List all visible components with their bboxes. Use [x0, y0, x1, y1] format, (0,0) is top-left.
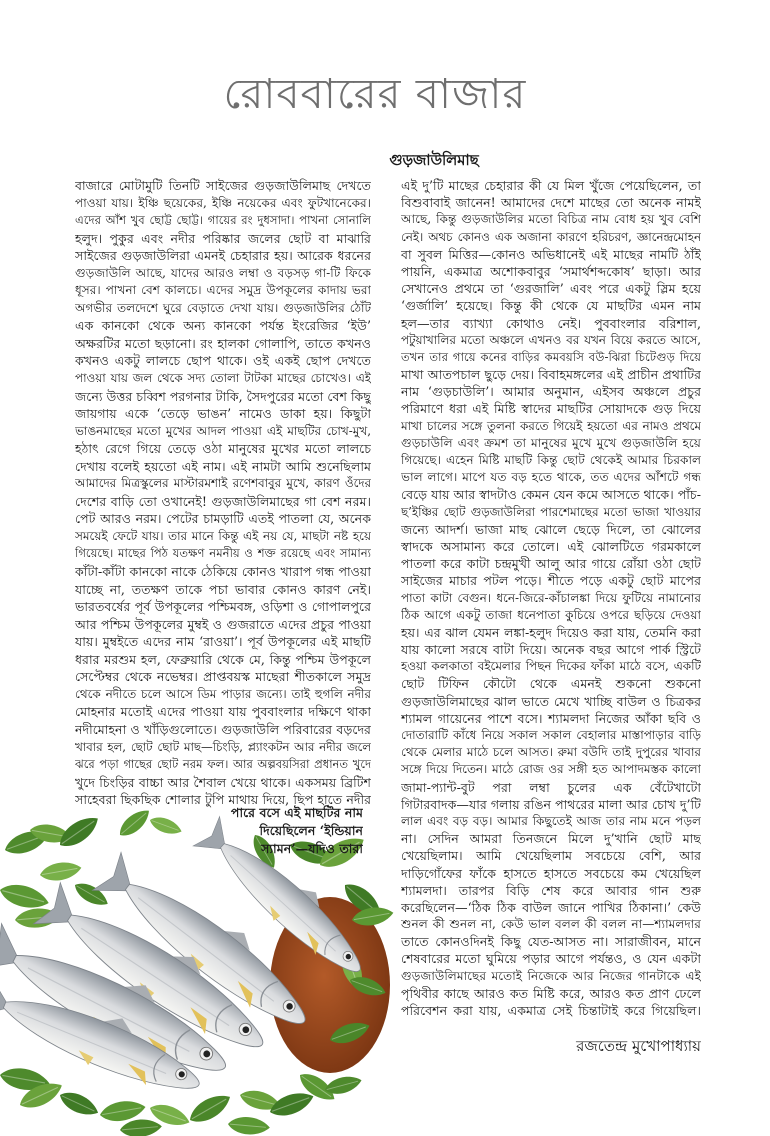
left-column-line: মোহনার মতোই এদের পাওয়া যায় পুববাংলার দক্ষিণে থাকা — [75, 704, 371, 720]
article-left-column-end — [75, 804, 363, 858]
left-column-line: এক কানকো থেকে অন্য কানকো পর্যন্ত ইংরেজির ‘ইউ’ — [75, 318, 371, 334]
left-column-end-line: পারে বসে এই মাছটির নাম — [230, 805, 363, 820]
left-column-line: যায়। মুম্বইতে এদের নাম ‘রাওয়া’। পূর্ব উপকূলের এই মাছটি — [75, 634, 371, 650]
right-column-line: ছ’ইঞ্চির ছোট গুড়জাউলিরা পারশেমাছের মতো ভাজা খাওয়ার — [401, 504, 701, 519]
right-column-line: পাতা কাটা বেগুন। ধনে-জিরে-কাঁচালঙ্কা দিয়ে ফুটিয়ে নামানোর — [401, 590, 701, 605]
left-column-line: নদীমোহনা ও খাঁড়িগুলোতে। গুড়জাউলি পরিবারের বড়দের — [75, 721, 371, 737]
right-column-line: পায়নি, একমাত্র অশোকবাবুর ‘সমার্থশব্দকোষ’ ছাড়া। আর — [401, 263, 701, 279]
right-column-line: নেই। অথচ কোনও এক অজানা কারণে হরিচরণ, জ্ঞানেন্দ্রমোহন — [401, 229, 701, 244]
left-column-end-line: স্যামন’—যদিও তারা — [261, 841, 363, 856]
left-column-line: থেকে নদীতে চলে আসে ডিম পাড়ার জন্যে। তাই হুগলি নদীর — [75, 686, 371, 701]
right-column-line: দোতারাটি কাঁধে নিয়ে সকাল সকাল বেহালার মাস্তাপাড়ার বাড়ি — [401, 728, 701, 742]
left-column-line: ঝরে পড়া গাছের ছোট নরম ফল। আর অল্পবয়সিরা প্রধানত খুদে — [75, 757, 371, 772]
left-column-line: হঠাৎ রেগে গিয়ে তেড়ে ওঠা মানুষের মুখের মতো লালচে — [75, 441, 371, 457]
right-column-line: সঙ্গে দিয়ে দিতেন। মাঠে রোজ ওর সঙ্গী হত আপাদমস্তক কালো — [401, 762, 701, 777]
right-column-line: হয়। এর ঝাল যেমন লঙ্কা-হলুদ দিয়েও করা যায়, তেমনি করা — [401, 624, 701, 640]
left-column-line: ভাঙনমাছের মতো মুখের আদল পাওয়া এই মাছটির চোখ-মুখ, — [75, 423, 371, 438]
left-column-line: কখনও একটু লালচে ছোপ থাকে। ওই একই ছোপ দেখতে — [75, 353, 371, 369]
right-column-line: সাইজের মাচার পটল পড়ে। শীতে পড়ে একটু ছোট মাপের — [401, 573, 701, 589]
right-column-line: গুড়জাউলিমাছের ঝাল ভাতে মেখে খাচ্ছি বাউল ও চিত্রকর — [401, 693, 701, 709]
left-column-line: হলুদ। পুকুর এবং নদীর পরিষ্কার জলের ছোট বা মাঝারি — [75, 230, 371, 246]
right-column-line: শেষবারের মতো ঘুমিয়ে পড়ার আগে পর্যন্তও, ও যেন একটা — [401, 951, 701, 967]
left-column-line: খাবার হল, ছোট ছোট মাছ—চিংড়ি, প্ল্যাংকটন আর নদীর জলে — [75, 739, 371, 754]
left-column-line: খুদে চিংড়ির বাচ্চা আর শৈবাল খেয়ে থাকে। একসময় ব্রিটিশ — [75, 774, 371, 790]
left-column-line: আর পশ্চিম উপকূলের মুম্বই ও গুজরাতে এদের প্রচুর পাওয়া — [75, 616, 371, 632]
left-column-line: ধরার মরশুম হল, ফেব্রুয়ারি থেকে মে, কিন্তু পশ্চিম উপকূলে — [75, 651, 371, 667]
article-headline: গুড়জাউলিমাছ — [389, 152, 479, 169]
right-column-line: মাখা চালের সঙ্গে তুলনা করতে গিয়েই হয়তো এর নামও প্রথমে — [401, 418, 701, 433]
right-column-line: পরিমাণে ধরা এই মিষ্টি স্বাদের মাছটির সোয়াদকে গুড় দিয়ে — [401, 401, 701, 417]
left-column-line: ভারতবর্ষের পূর্ব উপকূলের পশ্চিমবঙ্গ, ওড়িশা ও গোপালপুরে — [75, 599, 371, 615]
right-column-line: গুড়চাউলি এবং ক্রমশ তা মানুষের মুখে মুখে গুড়জাউলি হয়ে — [401, 435, 701, 450]
right-column-line: ‘গুর্জালি’ হয়েছে। কিন্তু কী থেকে যে মাছটির এমন নাম — [401, 298, 701, 314]
right-column-line: থেকে মেলার মাঠে চলে আসত। রুমা বউদি তাই দুপুরের খাবার — [401, 745, 701, 760]
left-column-line: দেশের বাড়ি তো ওখানেই! গুড়জাউলিমাছের গা বেশ নরম। — [75, 493, 371, 509]
leaf — [119, 1118, 162, 1136]
right-column-line: জন্যে আদর্শ। ভাজা মাছ ঝোলে ছেড়ে দিলে, তা ঝোলের — [401, 521, 701, 537]
left-column-line: পাওয়া যায় জল থেকে সদ্য তোলা টাটকা মাছের চোখেও। এই — [75, 371, 371, 386]
left-column-line: এদের আঁশ খুব ছোট্ট ছোট্ট। গায়ের রং দুধসাদা। পাখনা সোনালি — [75, 213, 371, 228]
right-column-line: শ্যামল গায়েনের পাশে বসে। শ্যামলদা নিজের আঁকা ছবি ও — [401, 710, 701, 726]
left-column-line: জন্যে উত্তর চব্বিশ পরগনার টাকি, সৈদপুরের মতো বেশ কিছু — [75, 388, 371, 404]
right-column-line: গিয়েছে। এহেন মিষ্টি মাছটি কিন্তু ছোট থেকেই আমার চিরকাল — [401, 453, 701, 467]
left-column-line: ধূসর। পাখনা বেশ কালচে। এদের সমুদ্র উপকূলের কাদায় ভরা — [75, 283, 371, 298]
right-column-line: স্বাদকে অসামান্য করে তোলে। এই ঝোলটিতে গরমকালে — [401, 538, 701, 554]
leaf — [0, 880, 51, 913]
right-column-line: এই দু’টি মাছের চেহারার কী যে মিল খুঁজে পেয়েছিলেন, তা — [401, 178, 701, 193]
left-column-line: আমাদের মিত্রস্কুলের মাস্টারমশাই রণেশবাবুর মুখে, কারণ ওঁদের — [75, 476, 371, 491]
left-column-line: দেখায় বলেই হয়তো এই নাম। এই নামটা আমি শুনেছিলাম — [75, 458, 371, 474]
right-column-line: পাতলা করে কাটা চন্দ্রমুখী আলু আর গায়ে রোঁয়া ওঠা ছোট — [401, 556, 701, 572]
left-column-line: জায়গায় একে ‘তেড়ে ভাঙন’ নামেও ডাকা হয়। কিছুটা — [75, 406, 371, 422]
left-column-line: অগভীর তলদেশে ঘুরে বেড়াতে দেখা যায়। গুড়জাউলির ঠোঁট — [75, 300, 371, 315]
right-column-line: হওয়া কলকাতা বইমেলার পিছন দিকের ফাঁকা মাঠে বসে, একটি — [401, 659, 701, 674]
right-column-line: মাখা আতপচাল ছুড়ে দেয়। বিবাহমঙ্গলের এই প্রাচীন প্রথাটির — [401, 367, 701, 383]
leaf — [227, 1115, 270, 1136]
leaf — [39, 859, 83, 883]
column-title: রোববারের বাজার — [223, 69, 527, 118]
author-byline: রজতেন্দ্র মুখোপাধ্যায় — [576, 1037, 701, 1055]
right-column-line: পরিবেশন করা যায়, একমাত্র সেই চিন্তাটাই করে গিয়েছিল। — [401, 1003, 701, 1018]
right-column-line: নাম ‘গুড়চাউলি’। আমার অনুমান, এইসব অঞ্চলে প্রচুর — [401, 384, 701, 400]
left-column-line: যাচ্ছে না, ততক্ষণ তাকে পচা ভাবার কোনও কারণ নেই। — [75, 581, 371, 597]
right-column-line: শুনল কী শুনল না, কেউ ভাল বলল কী বলল না—শ্যামলদার — [401, 917, 701, 932]
article-left-column — [75, 177, 371, 809]
right-column-line: গিটারবাদক—যার গলায় রঙিন পাথরের মালা আর চোখ দু’টি — [401, 796, 701, 812]
left-column-line: পাওয়া যায়। ইঞ্চি ছয়েকের, ইঞ্চি নয়েকের এবং ফুটখানেকের। — [75, 195, 371, 210]
left-column-line: গুড়জাউলি আছে, যাদের আরও লম্বা ও বড়সড় গা-টি ফিকে — [75, 265, 371, 280]
article-right-column — [401, 177, 701, 1019]
right-column-line: ছোট টিফিন কৌটো থেকে এমনই শুকনো শুকনো — [401, 676, 701, 692]
left-column-line: সময়েই ফেটে যায়। তার মানে কিন্তু এই নয় যে, মাছটা নষ্ট হয়ে — [75, 528, 371, 543]
left-column-line: কাঁটা-কাঁটা কানকো নাকে ঠেকিয়ে কোনও খারাপ গন্ধ পাওয়া — [75, 564, 371, 580]
right-column-line: দাড়িগোঁফের ফাঁকে হাসতে হাসতে সবচেয়ে কম খেয়েছিল — [401, 865, 701, 881]
right-column-line: করেছিলেন—‘ঠিক ঠিক বাউল জানে পাখির ঠিকানা।’ কেউ — [401, 899, 701, 915]
right-column-line: ভাল লাগে। মাপে যত বড় হতে থাকে, তত এদের আঁশটে গন্ধ — [401, 470, 701, 485]
left-column-line: সাইজের গুড়জাউলিরা এমনই চেহারার হয়। আরেক ধরনের — [75, 248, 371, 264]
leaf — [56, 1087, 101, 1120]
right-column-line: শ্যামলদা। তারপর বিড়ি শেষ করে আবার গান শুরু — [401, 882, 701, 898]
left-column-end-line: দিয়েছিলেন ‘ইন্ডিয়ান — [259, 823, 363, 838]
right-column-line: ঠিক আগে একটু তাজা ধনেপাতা কুচিয়ে ওপরে ছড়িয়ে দেওয়া — [401, 607, 701, 622]
right-column-line: খেয়েছিলাম। আমি খেয়েছিলাম সবচেয়ে বেশি, আর — [401, 848, 701, 864]
right-column-line: গুড়জাউলিমাছের মতোই নিজেকে আর নিজের গানটাকে এই — [401, 968, 701, 983]
right-column-line: হল—তার ব্যাখ্যা কোথাও নেই। পুববাংলার বরিশাল, — [401, 315, 701, 331]
right-column-line: পটুয়াখালির মতো অঞ্চলে এখনও বর যখন বিয়ে করতে আসে, — [401, 332, 701, 347]
right-column-line: পৃথিবীর কাছে আরও কত মিষ্টি করে, আরও কত প্রাণ ঢেলে — [401, 985, 701, 1001]
left-column-line: গিয়েছে। মাছের পিঠ যতক্ষণ নমনীয় ও শক্ত রয়েছে এবং সামান্য — [75, 546, 371, 561]
right-column-line: তখন তার গায়ে কনের বাড়ির কমবয়সি বউ-ঝিরা চিটেগুড় দিয়ে — [401, 349, 701, 364]
left-column-line: পেট আরও নরম। পেটের চামড়াটি এতই পাতলা যে, অনেক — [75, 511, 371, 527]
right-column-line: বেড়ে যায় আর স্বাদটাও কেমন যেন কমে আসতে থাকে। পাঁচ- — [401, 487, 701, 503]
left-column-line: সেপ্টেম্বর থেকে নভেম্বর। প্রাপ্তবয়স্ক মাছেরা শীতকালে সমুদ্র — [75, 669, 371, 685]
left-column-line: সাহেবরা ছিকছিক শোলার টুপি মাথায় দিয়ে, ছিপ হাতে নদীর — [75, 792, 371, 808]
left-column-line: বাজারে মোটামুটি তিনটি সাইজের গুড়জাউলিমাছ দেখতে — [75, 178, 371, 193]
right-column-line: যায় কালো সরষে বাটা দিয়ে। অনেক বছর আগে পার্ক স্ট্রিটে — [401, 642, 701, 658]
leaf — [185, 1089, 235, 1129]
right-column-line: বিশুবাবাই জানেন! আমাদের দেশে মাছের তো অনেক নামই — [401, 195, 701, 211]
right-column-line: বা সুবল মিত্তির—কোনও অভিধানেই এই মাছের নামটি ঠাঁই — [401, 246, 701, 262]
right-column-line: লাল এবং বড় বড়। আমার কিছুতেই আজ তার নাম মনে পড়ল — [401, 813, 701, 828]
right-column-line: তাতে কোনওদিনই কিছু যেত-আসত না। সারাজীবন, মানে — [401, 934, 701, 950]
right-column-line: সেখানেও প্রথমে তা ‘গুরজালি’ এবং পরে একটু স্লিম হয়ে — [401, 281, 701, 297]
right-column-line: না। সেদিন আমরা তিনজনে মিলে দু’খানি ছোট মাছ — [401, 831, 701, 847]
left-column-line: অক্ষরটির মতো ছড়ানো। রং হালকা গোলাপি, তাতে কখনও — [75, 335, 371, 351]
right-column-line: আছে, কিন্তু গুড়জাউলির মতো বিচিত্র নাম বোধ হয় খুব বেশি — [401, 212, 701, 227]
right-column-line: জামা-প্যান্ট-বুট পরা লম্বা চুলের এক বেঁটেখাটো — [401, 779, 701, 795]
